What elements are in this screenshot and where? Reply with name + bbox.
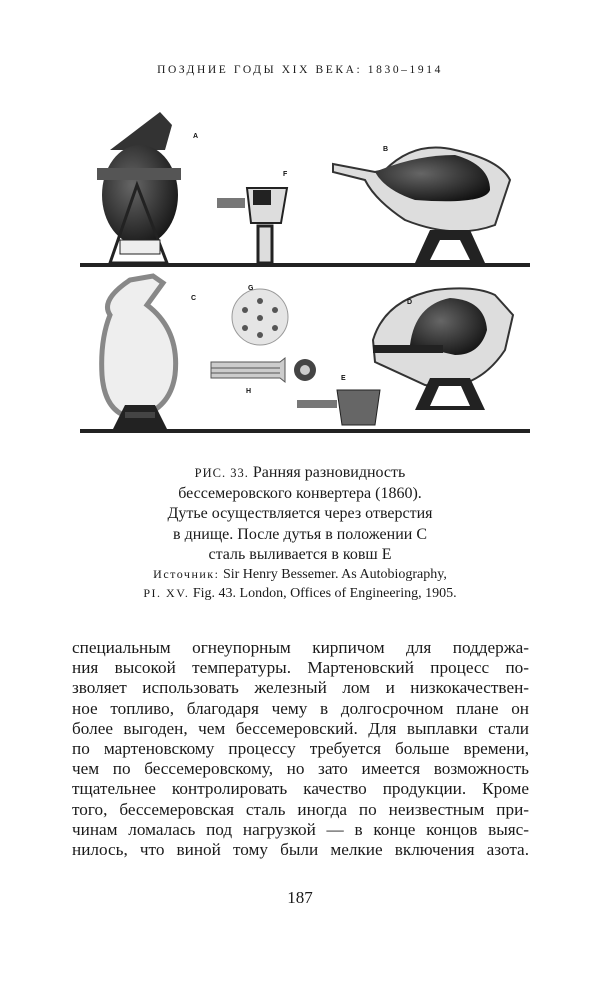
body-line: нилось, что виной тому были мелкие включения азота.	[72, 840, 529, 860]
ladle-e-drawing	[297, 390, 380, 425]
page-number: 187	[287, 888, 313, 907]
tuyere-h-drawing	[211, 358, 316, 382]
converter-a-drawing	[97, 112, 181, 263]
figure-caption	[60, 463, 540, 566]
converter-d-drawing	[373, 288, 513, 410]
source-label: Источник:	[153, 567, 220, 581]
figure-source	[60, 565, 540, 603]
source-plate: PI. XV.	[143, 586, 190, 600]
body-line: чем по бессемеровскому, но зато имеется возможность	[72, 759, 529, 779]
body-line: ное топливо, благодаря чему в долгосрочном плане он	[72, 698, 529, 718]
figure-label-b: B	[383, 146, 389, 153]
bessemer-converter-illustration	[75, 100, 535, 440]
floor-line-bottom	[80, 429, 530, 433]
caption-line: сталь выливается в ковш E	[208, 546, 392, 563]
caption-line: Дутье осуществляется через отверстия	[167, 505, 433, 522]
caption-line: Ранняя разновидность	[248, 464, 406, 481]
figure-label-f: F	[283, 171, 288, 178]
body-text	[72, 638, 529, 860]
body-line: специальным огнеупорным кирпичом для поддержа-	[72, 638, 529, 657]
body-line: ния высокой температуры. Мартеновский процесс по-	[72, 658, 529, 678]
source-line: Fig. 43. London, Offices of Engineering, 1905.	[189, 586, 457, 601]
ladle-f-drawing	[217, 188, 287, 263]
source-line: Sir Henry Bessemer. As Autobiography,	[219, 567, 447, 582]
figure-label-a: A	[193, 133, 199, 140]
body-line: тщательнее контролировать качество продукции. Кроме	[72, 779, 529, 799]
body-line: более выгоден, чем бессемеровский. Для выплавки стали	[72, 718, 529, 738]
body-line: по мартеновскому процессу требуется больше времени,	[72, 739, 529, 759]
converter-b-drawing	[333, 148, 510, 264]
figure-number: РИС. 33.	[194, 466, 249, 480]
figure-label-e: E	[341, 375, 346, 382]
body-line: зволяет использовать железный лом и низкокачествен-	[72, 678, 529, 698]
caption-line: бессемеровского конвертера (1860).	[178, 484, 422, 502]
tuyere-plate-g-drawing	[232, 289, 288, 345]
body-line: чинам ломалась под нагрузкой — в конце концов выяс-	[72, 819, 529, 839]
body-line: того, бессемеровская сталь иногда по неизвестным при-	[72, 799, 529, 819]
figure-label-h: H	[246, 388, 252, 395]
caption-line: в днище. После дутья в положении C	[173, 525, 427, 543]
figure-label-c: C	[191, 295, 197, 302]
figure-label-d: D	[407, 299, 413, 306]
converter-c-drawing	[102, 276, 176, 429]
running-header: ПОЗДНИЕ ГОДЫ XIX ВЕКА: 1830–1914	[157, 64, 443, 76]
figure-label-g: G	[248, 285, 254, 292]
